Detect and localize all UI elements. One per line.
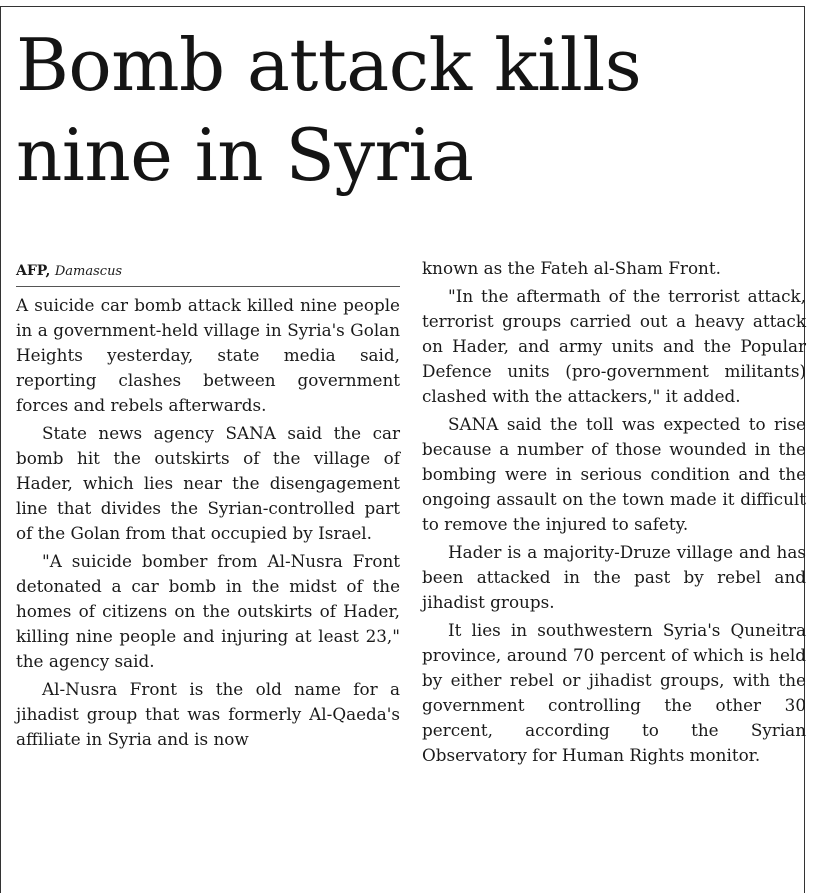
paragraph: It lies in southwestern Syria's Quneitra province, around 70 percent of which is held by either rebel or jihadist groups, with the government controlling the other 30 percent, according to the Syrian Observatory for Human Rights monitor.: [422, 620, 806, 765]
paragraph: "In the aftermath of the terrorist attack, terrorist groups carried out a heavy attack on Hader, and army units and the Popular Defence units (pro-government militants) clashed with the attackers," it added.: [422, 286, 806, 406]
paragraph-continuation: known as the Fateh al-Sham Front.: [422, 258, 721, 278]
byline-agency: AFP,: [16, 263, 51, 279]
paragraph: Al-Nusra Front is the old name for a jihadist group that was formerly Al-Qaeda's affiliate in Syria and is now: [16, 679, 400, 749]
left-border-rule: [0, 6, 1, 893]
paragraph: State news agency SANA said the car bomb hit the outskirts of the village of Hader, which lies near the disengagement line that divides the Syrian-controlled part of the Golan from that occupied by Israel.: [16, 423, 400, 543]
paragraph: A suicide car bomb attack killed nine people in a government-held village in Syria's Golan Heights yesterday, state media said, reporting clashes between government forces and rebels afterwards.: [16, 295, 400, 415]
paragraph: SANA said the toll was expected to rise because a number of those wounded in the bombing were in serious condition and the ongoing assault on the town made it difficult to remove the injured to safety.: [422, 414, 806, 534]
top-border-rule: [0, 6, 805, 7]
byline-dateline: Damascus: [54, 264, 123, 279]
headline: Bomb attack kills nine in Syria: [16, 23, 642, 197]
article-column-left: [16, 256, 400, 752]
paragraph: "A suicide bomber from Al-Nusra Front detonated a car bomb in the midst of the homes of citizens on the outskirts of Hader, killing nine people and injuring at least 23," the agency said.: [16, 551, 400, 671]
article-column-right: [422, 256, 806, 768]
byline: [16, 256, 400, 287]
paragraph: Hader is a majority-Druze village and has been attacked in the past by rebel and jihadist groups.: [422, 542, 806, 612]
